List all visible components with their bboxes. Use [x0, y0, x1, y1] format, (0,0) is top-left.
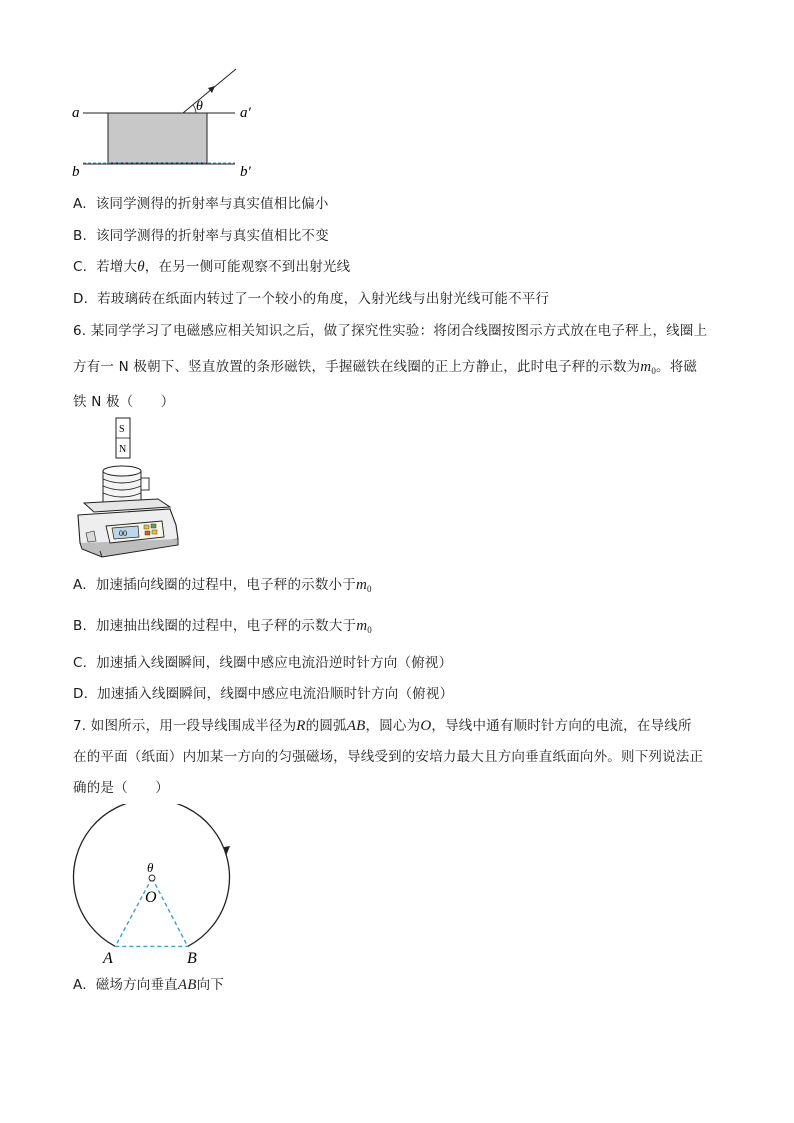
q7-stem-line3: 确的是（ ） [73, 780, 169, 796]
q6-stem-line1: 6. 某同学学习了电磁感应相关知识之后，做了探究性实验：将闭合线圈按图示方式放在电子秤上，线圈上 [73, 323, 708, 339]
q5-option-b: B. 该同学测得的折射率与真实值相比不变 [73, 228, 329, 244]
q7-stem-line2: 在的平面（纸面）内加某一方向的匀强磁场，导线受到的安培力最大且方向垂直纸面向外。则下列说法正 [73, 749, 704, 765]
glass-block [108, 113, 207, 163]
magnet-s-label: S [119, 424, 125, 435]
center-point [149, 875, 155, 881]
label-b-prime: b′ [240, 164, 251, 180]
q6-stem-line2: 方有一 N 极朝下、竖直放置的条形磁铁，手握磁铁在线圈的正上方静止，此时电子秤的示数为$m_0$。将磁 [73, 359, 698, 376]
q6-option-d: D. 加速插入线圈瞬间，线圈中感应电流沿顺时针方向（俯视） [73, 686, 454, 702]
q7-stem-line1: 7. 如图所示，用一段导线围成半径为R的圆弧AB，圆心为O，导线中通有顺时针方向的电流，在导线所 [73, 718, 692, 734]
q6-option-a: A. 加速插向线圈的过程中，电子秤的示数小于$m_0$ [73, 577, 372, 594]
q6-option-c: C. 加速插入线圈瞬间，线圈中感应电流沿逆时针方向（俯视） [73, 655, 453, 671]
q7-option-a: A. 磁场方向垂直AB向下 [73, 977, 225, 993]
fig-theta-label: θ [147, 860, 154, 875]
q5-option-a: A. 该同学测得的折射率与真实值相比偏小 [73, 196, 329, 212]
q5-option-c: C. 若增大θ，在另一侧可能观察不到出射光线 [73, 259, 351, 275]
q6-option-b: B. 加速抽出线圈的过程中，电子秤的示数大于$m_0$ [73, 618, 372, 635]
scale-reading: 00 [119, 529, 127, 538]
fig-o-label: O [145, 889, 157, 906]
arc-figure [70, 804, 240, 970]
fig-a-label: A [103, 950, 113, 967]
current-direction-arrow-icon [224, 846, 230, 856]
fig-b-label: B [187, 950, 197, 967]
label-a-prime: a′ [240, 105, 251, 121]
label-b: b [72, 164, 80, 180]
label-a: a [72, 105, 80, 121]
refraction-figure [68, 66, 268, 181]
incident-ray [183, 69, 236, 113]
radius-ob [152, 878, 188, 946]
magnet-n-label: N [119, 444, 127, 455]
scale-figure [72, 415, 184, 560]
q5-option-d: D. 若玻璃砖在纸面内转过了一个较小的角度，入射光线与出射光线可能不平行 [73, 291, 550, 307]
q6-stem-line3: 铁 N 极（ ） [73, 394, 175, 410]
label-theta: θ [196, 99, 203, 114]
